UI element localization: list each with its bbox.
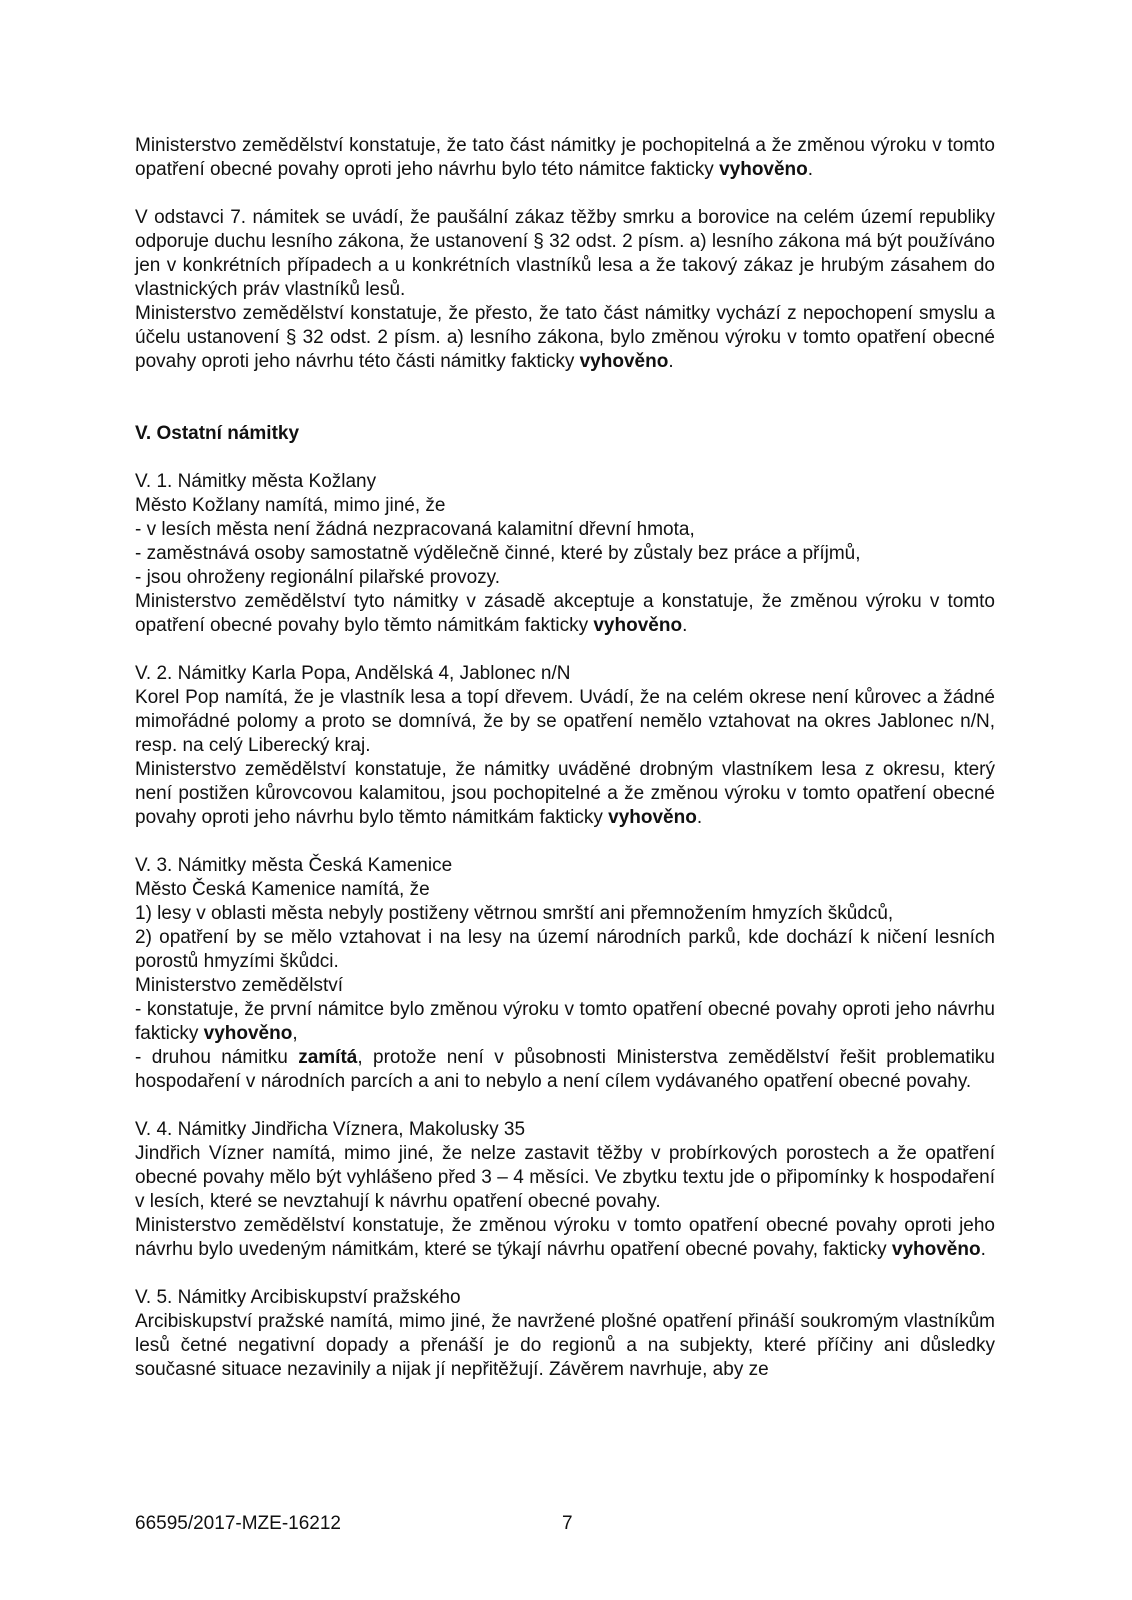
bold-verdict: vyhověno <box>608 807 697 828</box>
paragraph: Ministerstvo zemědělství <box>135 975 344 996</box>
section-v3 <box>135 854 995 1094</box>
paragraph: 1) lesy v oblasti města nebyly postiženy větrnou smrští ani přemnožením hmyzích škůdců, <box>135 903 894 924</box>
paragraph: - druhou námitku zamítá, protože není v působnosti Ministerstva zemědělství řešit problematiku hospodaření v národních parcích a ani to nebylo a není cílem vydávaného opatření obecné povahy. <box>135 1047 995 1092</box>
page-footer <box>135 1512 995 1536</box>
paragraph: Ministerstvo zemědělství konstatuje, že námitky uváděné drobným vlastníkem lesa z okresu, který není postižen kůrovcovou kalamitou, jsou pochopitelné a že změnou výroku v tomto opatření obecné povahy oproti jeho návrhu bylo těmto námitkám fakticky vyhověno. <box>135 759 995 828</box>
paragraph: V. 1. Námitky města Kožlany <box>135 471 377 492</box>
document-reference: 66595/2017-MZE-16212 <box>135 1513 341 1534</box>
section-heading: V. Ostatní námitky <box>135 423 300 444</box>
paragraph: - konstatuje, že první námitce bylo změnou výroku v tomto opatření obecné povahy oproti jeho návrhu fakticky vyhověno, <box>135 999 995 1044</box>
paragraph: Město Kožlany namítá, mimo jiné, že <box>135 495 446 516</box>
bold-verdict: vyhověno <box>579 351 669 372</box>
section-v1 <box>135 470 995 638</box>
paragraph: Ministerstvo zemědělství tyto námitky v zásadě akceptuje a konstatuje, že změnou výroku v tomto opatření obecné povahy bylo těmto námitkám fakticky vyhověno. <box>135 591 995 636</box>
paragraph: Jindřich Vízner namítá, mimo jiné, že nelze zastavit těžby v probírkových porostech a že opatření obecné povahy mělo být vyhlášeno před 3 – 4 měsíci. Ve zbytku textu jde o připomínky k hospodaření v lesích, které se nevztahují k návrhu opatření obecné povahy. <box>135 1143 995 1212</box>
bold-verdict: vyhověno <box>203 1023 293 1044</box>
section-v5 <box>135 1286 995 1382</box>
bold-verdict: vyhověno <box>891 1239 981 1260</box>
paragraph: V. 2. Námitky Karla Popa, Andělská 4, Jablonec n/N <box>135 663 571 684</box>
section-p1 <box>135 134 995 182</box>
paragraph: - v lesích města není žádná nezpracovaná kalamitní dřevní hmota, <box>135 519 695 540</box>
paragraph: V. 4. Námitky Jindřicha Víznera, Makolusky 35 <box>135 1119 526 1140</box>
paragraph: Ministerstvo zemědělství konstatuje, že tato část námitky je pochopitelná a že změnou výroku v tomto opatření obecné povahy oproti jeho návrhu bylo této námitce fakticky vyhověno. <box>135 135 995 180</box>
bold-verdict: zamítá <box>298 1047 358 1068</box>
paragraph: V odstavci 7. námitek se uvádí, že paušální zákaz těžby smrku a borovice na celém území republiky odporuje duchu lesního zákona, že ustanovení § 32 odst. 2 písm. a) lesního zákona má být používáno jen v konkrétních případech a u konkrétních vlastníků lesa a že takový zákaz je hrubým zásahem do vlastnických práv vlastníků lesů. <box>135 207 995 300</box>
bold-verdict: vyhověno <box>593 615 683 636</box>
paragraph: Ministerstvo zemědělství konstatuje, že přesto, že tato část námitky vychází z nepochopení smyslu a účelu ustanovení § 32 odst. 2 písm. a) lesního zákona, bylo změnou výroku v tomto opatření obecné povahy oproti jeho návrhu této části námitky fakticky vyhověno. <box>135 303 995 372</box>
page-number: 7 <box>562 1513 573 1534</box>
section-v4 <box>135 1118 995 1262</box>
section-p2 <box>135 206 995 374</box>
paragraph: - zaměstnává osoby samostatně výdělečně činné, které by zůstaly bez práce a příjmů, <box>135 543 861 564</box>
paragraph: Město Česká Kamenice namítá, že <box>135 879 430 900</box>
paragraph: V. 3. Námitky města Česká Kamenice <box>135 855 453 876</box>
paragraph: Arcibiskupství pražské namítá, mimo jiné, že navržené plošné opatření přináší soukromým vlastníkům lesů četné negativní dopady a přenáší je do regionů a na subjekty, které příčiny ani důsledky současné situace nezavinily a nijak jí nepřitěžují. Závěrem navrhuje, aby ze <box>135 1311 995 1380</box>
bold-verdict: vyhověno <box>719 159 808 180</box>
paragraph: V. 5. Námitky Arcibiskupství pražského <box>135 1287 461 1308</box>
document-body <box>135 134 995 1406</box>
paragraph: - jsou ohroženy regionální pilařské provozy. <box>135 567 501 588</box>
section-v2 <box>135 662 995 830</box>
paragraph: Korel Pop namítá, že je vlastník lesa a topí dřevem. Uvádí, že na celém okrese není kůrovec a žádné mimořádné polomy a proto se domnívá, že by se opatření nemělo vztahovat na okres Jablonec n/N, resp. na celý Liberecký kraj. <box>135 687 995 756</box>
paragraph: Ministerstvo zemědělství konstatuje, že změnou výroku v tomto opatření obecné povahy oproti jeho návrhu bylo uvedeným námitkám, které se týkají návrhu opatření obecné povahy, fakticky vyhověno. <box>135 1215 995 1260</box>
paragraph: 2) opatření by se mělo vztahovat i na lesy na území národních parků, kde dochází k ničení lesních porostů hmyzími škůdci. <box>135 927 995 972</box>
